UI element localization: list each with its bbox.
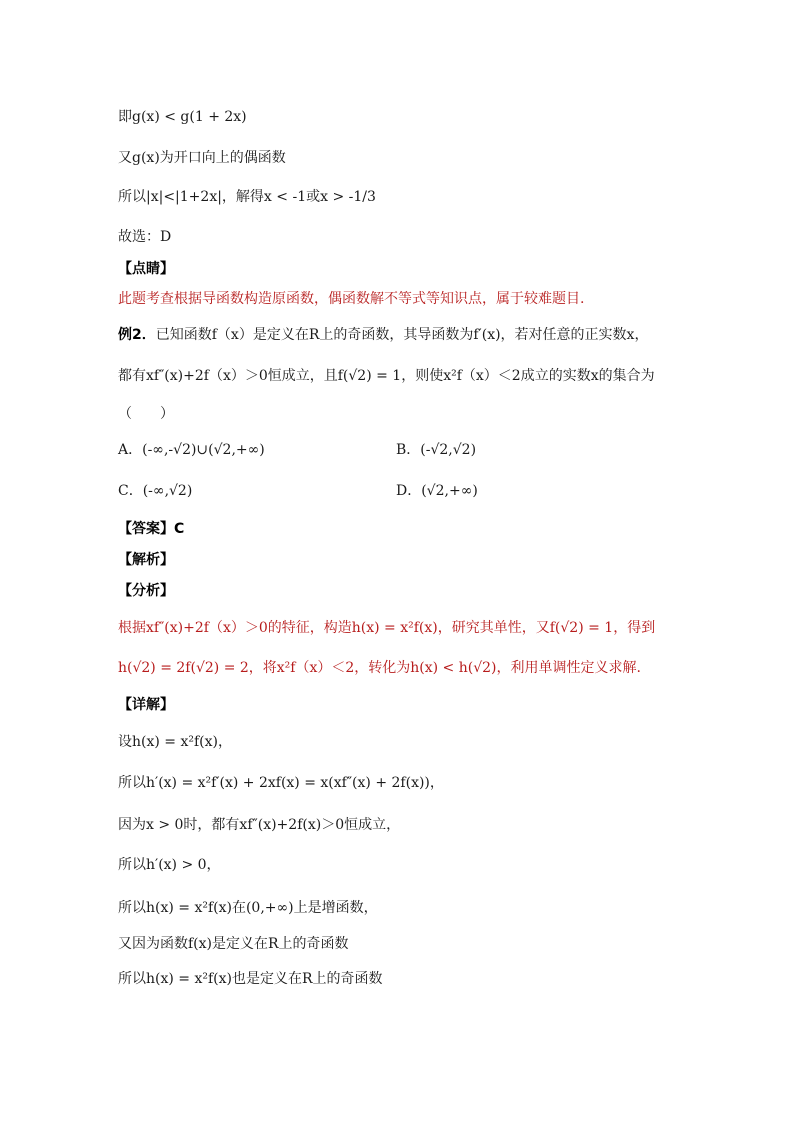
dianjing-text: 此题考查根据导函数构造原函数，偶函数解不等式等知识点，属于较难题目.	[118, 291, 585, 307]
section-heading-dianjing: 【点睛】	[118, 261, 174, 277]
detail-line: 所以h(x) = x²f(x)也是定义在R上的奇函数	[118, 971, 383, 987]
detail-line: 设h(x) = x²f(x)，	[118, 734, 232, 750]
option-c: C．(-∞,√2)	[118, 483, 193, 499]
section-heading-xiangjie: 【详解】	[118, 697, 174, 713]
detail-line: 又因为函数f(x)是定义在R上的奇函数	[118, 936, 349, 952]
section-heading-jiexi: 【解析】	[118, 552, 174, 568]
analysis-line-2: h(√2) = 2f(√2) = 2，将x²f（x）＜2，转化为h(x) < h(√2)，利用单调性定义求解.	[118, 660, 641, 676]
text-line: 又g(x)为开口向上的偶函数	[118, 150, 286, 166]
option-b: B．(-√2,√2)	[396, 442, 477, 458]
detail-line: 所以h′(x) > 0，	[118, 857, 221, 873]
text-line: 故选：D	[118, 229, 172, 245]
detail-line: 因为x > 0时，都有xf″(x)+2f(x)＞0恒成立，	[118, 817, 401, 833]
example-label: 例2．	[118, 327, 156, 343]
section-heading-fenxi: 【分析】	[118, 583, 174, 599]
detail-line: 所以h′(x) = x²f′(x) + 2xf(x) = x(xf″(x) + 2f(x))，	[118, 775, 444, 791]
example-line-2: 都有xf″(x)+2f（x）＞0恒成立，且f(√2) = 1，则使x²f（x）＜2成立的实数x的集合为	[118, 368, 655, 384]
section-heading-answer: 【答案】C	[118, 521, 185, 537]
example-line-3: （ ）	[118, 406, 174, 422]
text-line: 所以|x|<|1+2x|，解得x < -1或x > -1/3	[118, 189, 376, 205]
option-a: A．(-∞,-√2)∪(√2,+∞)	[118, 442, 265, 458]
example-text: 已知函数f（x）是定义在R上的奇函数，其导函数为f′(x)，若对任意的正实数x，	[155, 327, 649, 343]
example-line-1	[118, 328, 648, 342]
option-d: D．(√2,+∞)	[396, 483, 478, 499]
text-line: 即g(x) < g(1 + 2x)	[118, 109, 247, 125]
detail-line: 所以h(x) = x²f(x)在(0,+∞)上是增函数，	[118, 900, 378, 916]
analysis-line-1: 根据xf″(x)+2f（x）＞0的特征，构造h(x) = x²f(x)，研究其单性，又f(√2) = 1，得到	[118, 620, 656, 636]
